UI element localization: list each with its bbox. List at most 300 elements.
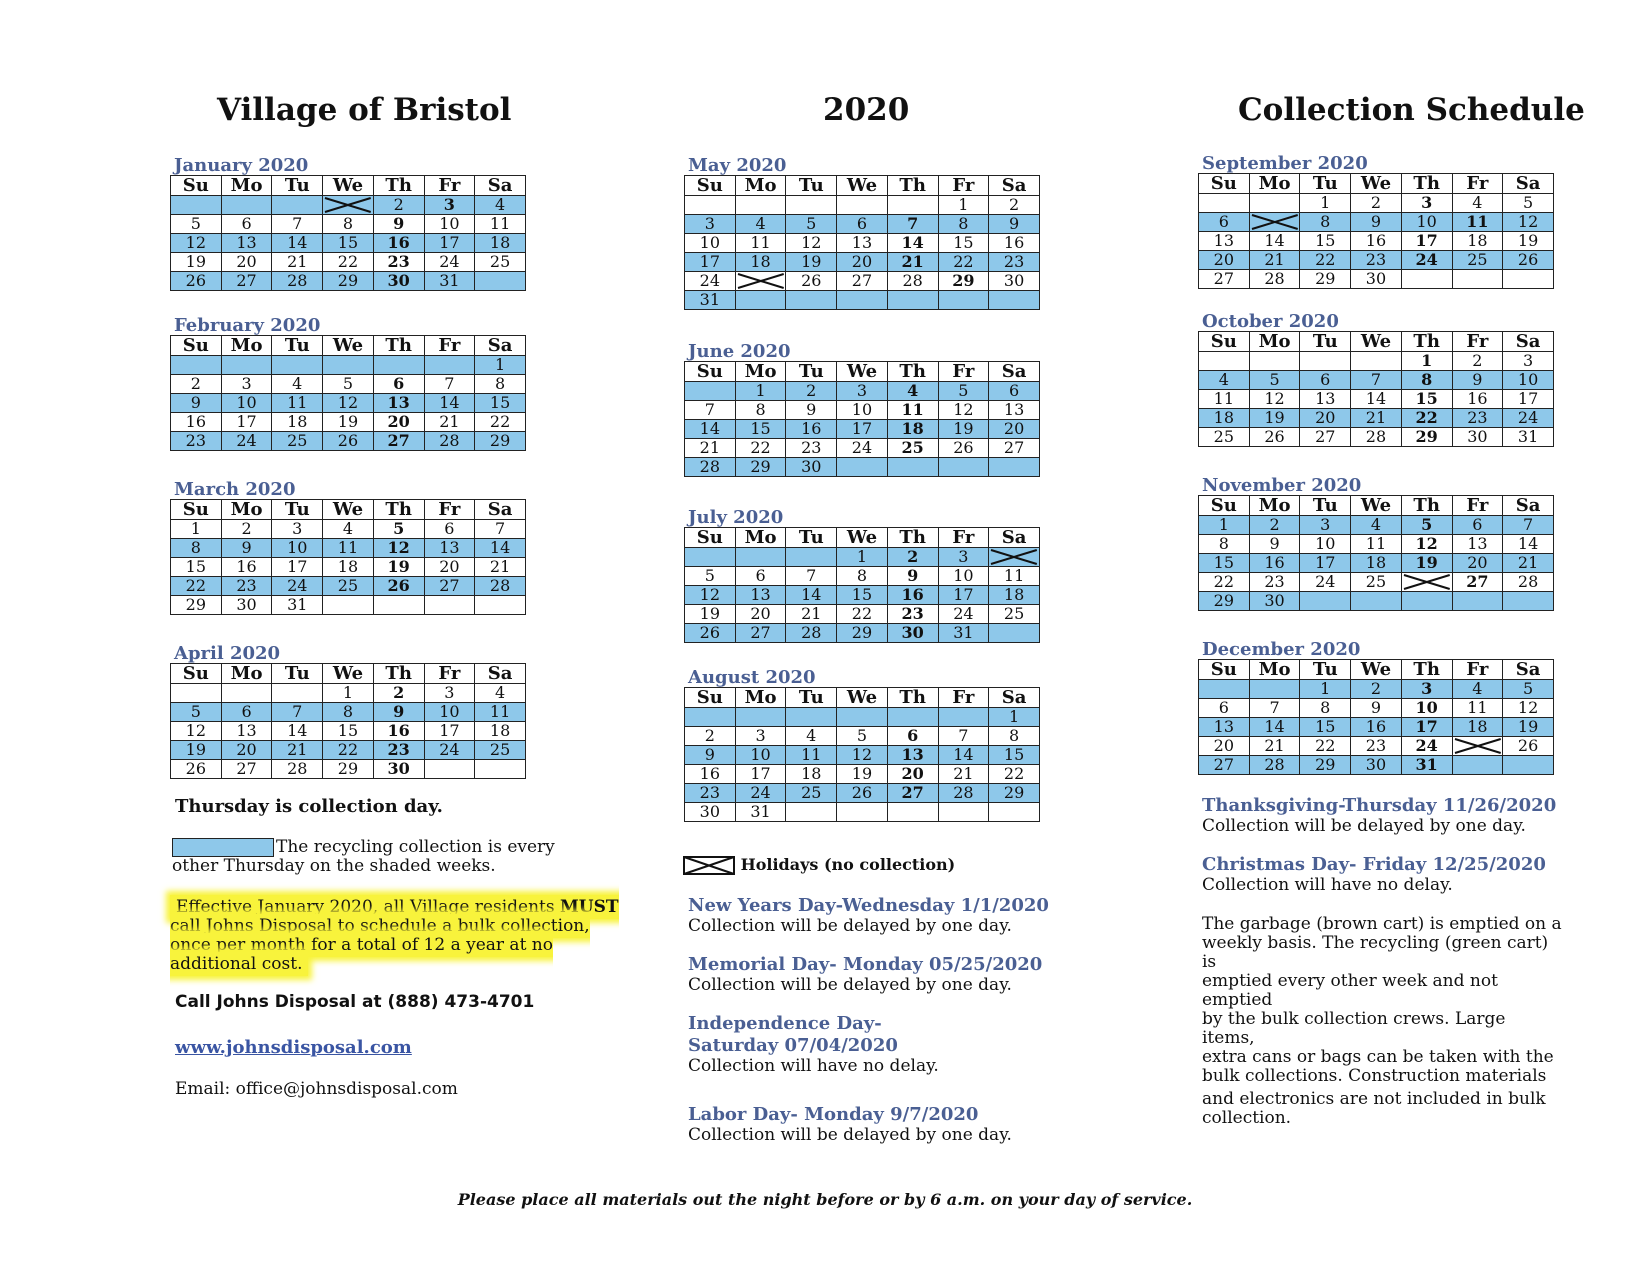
day-cell: 4	[1452, 680, 1503, 699]
day-cell: 25	[887, 439, 938, 458]
weekday-header: Th	[887, 688, 938, 708]
month-table	[684, 361, 1040, 477]
day-cell	[1199, 680, 1250, 699]
day-cell: 23	[221, 577, 272, 596]
day-cell	[1199, 352, 1250, 371]
week-row	[685, 746, 1040, 765]
weekday-header: Su	[685, 362, 736, 382]
day-cell: 24	[938, 605, 989, 624]
day-cell	[424, 596, 475, 615]
day-cell: 3	[938, 548, 989, 567]
week-row	[1199, 371, 1554, 390]
day-cell: 1	[837, 548, 888, 567]
day-cell: 7	[1249, 699, 1300, 718]
month-title: November 2020	[1202, 475, 1362, 496]
holiday-x-icon	[683, 856, 735, 875]
day-cell: 1	[1300, 194, 1351, 213]
day-cell: 21	[475, 558, 526, 577]
day-cell: 22	[1401, 409, 1452, 428]
weekday-header: Fr	[938, 176, 989, 196]
weekday-header: Su	[685, 528, 736, 548]
day-cell: 8	[1300, 699, 1351, 718]
day-cell	[735, 291, 786, 310]
weekday-header: Th	[887, 362, 938, 382]
holiday-x-icon	[989, 548, 1039, 566]
day-cell: 8	[938, 215, 989, 234]
day-cell: 9	[1452, 371, 1503, 390]
day-cell: 11	[1452, 213, 1503, 232]
weekday-header: Sa	[1503, 174, 1554, 194]
day-cell: 14	[887, 234, 938, 253]
day-cell: 10	[735, 746, 786, 765]
day-cell: 21	[272, 253, 323, 272]
day-cell: 5	[171, 215, 222, 234]
month-title: December 2020	[1202, 639, 1361, 660]
day-cell: 31	[685, 291, 736, 310]
week-row	[1199, 428, 1554, 447]
month-title: February 2020	[174, 315, 321, 336]
day-cell: 24	[272, 577, 323, 596]
holiday-text: Collection will be delayed by one day.	[688, 975, 1012, 995]
weekday-header: Fr	[1452, 174, 1503, 194]
weekday-header: We	[1351, 332, 1402, 352]
day-cell: 15	[1199, 554, 1250, 573]
day-cell: 18	[272, 413, 323, 432]
day-cell	[1503, 270, 1554, 289]
day-cell: 30	[989, 272, 1040, 291]
day-cell: 15	[1401, 390, 1452, 409]
day-cell: 25	[323, 577, 374, 596]
day-cell: 2	[221, 520, 272, 539]
week-row	[1199, 756, 1554, 775]
holiday-text: Collection will be delayed by one day.	[688, 1125, 1012, 1145]
day-cell: 19	[171, 253, 222, 272]
day-cell	[786, 708, 837, 727]
day-cell	[735, 548, 786, 567]
cart-info-line: The garbage (brown cart) is emptied on a	[1202, 914, 1562, 934]
day-cell: 3	[221, 375, 272, 394]
day-cell: 24	[1401, 251, 1452, 270]
week-row	[685, 439, 1040, 458]
day-cell: 3	[424, 684, 475, 703]
day-cell: 3	[272, 520, 323, 539]
month-table	[1198, 173, 1554, 289]
day-cell: 18	[1199, 409, 1250, 428]
day-cell: 6	[1199, 699, 1250, 718]
day-cell: 28	[1503, 573, 1554, 592]
holiday-x-icon	[1402, 573, 1452, 591]
day-cell: 4	[735, 215, 786, 234]
day-cell: 29	[735, 458, 786, 477]
week-row	[1199, 213, 1554, 232]
day-cell: 26	[171, 760, 222, 779]
day-cell: 5	[373, 520, 424, 539]
bulk-notice-highlight	[170, 895, 619, 976]
day-cell: 3	[1300, 516, 1351, 535]
header-right-title: Collection Schedule	[1238, 92, 1585, 128]
day-cell	[786, 196, 837, 215]
day-cell: 9	[1351, 213, 1402, 232]
weekday-header: Tu	[1300, 332, 1351, 352]
day-cell: 15	[938, 234, 989, 253]
day-cell: 28	[786, 624, 837, 643]
day-cell	[837, 196, 888, 215]
month-title: July 2020	[688, 507, 784, 528]
day-cell: 8	[735, 401, 786, 420]
day-cell: 29	[1199, 592, 1250, 611]
weekday-header: Mo	[735, 528, 786, 548]
day-cell: 1	[1199, 516, 1250, 535]
day-cell	[837, 803, 888, 822]
day-cell	[837, 708, 888, 727]
day-cell: 24	[221, 432, 272, 451]
day-cell: 11	[1199, 390, 1250, 409]
cart-info-line: collection.	[1202, 1108, 1292, 1128]
weekday-header: Mo	[221, 336, 272, 356]
day-cell	[685, 196, 736, 215]
bulk-must: MUST	[559, 897, 619, 917]
day-cell: 14	[1351, 390, 1402, 409]
day-cell: 19	[171, 741, 222, 760]
month-title: March 2020	[174, 479, 296, 500]
weekday-header: Su	[171, 664, 222, 684]
day-cell: 19	[323, 413, 374, 432]
day-cell: 13	[887, 746, 938, 765]
day-cell: 30	[1351, 756, 1402, 775]
day-cell: 19	[786, 253, 837, 272]
week-row	[1199, 535, 1554, 554]
day-cell	[475, 272, 526, 291]
week-row	[171, 558, 526, 577]
day-cell	[735, 196, 786, 215]
bulk-line2: call Johns Disposal to schedule a bulk collection,	[170, 916, 590, 936]
weekday-header: We	[837, 528, 888, 548]
day-cell: 30	[685, 803, 736, 822]
month-calendar	[1198, 154, 1554, 289]
day-cell: 22	[1300, 737, 1351, 756]
day-cell: 1	[938, 196, 989, 215]
weekday-header: Mo	[1249, 496, 1300, 516]
month-table	[170, 663, 526, 779]
day-cell: 9	[685, 746, 736, 765]
day-cell: 29	[938, 272, 989, 291]
day-cell	[171, 356, 222, 375]
day-cell: 2	[989, 196, 1040, 215]
day-cell	[1452, 756, 1503, 775]
day-cell: 20	[1300, 409, 1351, 428]
month-table	[684, 175, 1040, 310]
day-cell: 19	[938, 420, 989, 439]
day-cell: 11	[272, 394, 323, 413]
day-cell: 2	[1351, 194, 1402, 213]
day-cell: 26	[1503, 251, 1554, 270]
website-link[interactable]: www.johnsdisposal.com	[175, 1037, 412, 1058]
day-cell	[1199, 194, 1250, 213]
cart-info-line: and electronics are not included in bulk	[1202, 1089, 1546, 1109]
weekday-header: Fr	[424, 176, 475, 196]
day-cell: 12	[1249, 390, 1300, 409]
holiday-text: Collection will be delayed by one day.	[688, 916, 1012, 936]
week-row	[1199, 232, 1554, 251]
month-title: January 2020	[174, 155, 309, 176]
week-row	[171, 413, 526, 432]
day-cell: 25	[1351, 573, 1402, 592]
week-row	[1199, 409, 1554, 428]
day-cell	[1401, 592, 1452, 611]
week-row	[685, 253, 1040, 272]
day-cell: 14	[424, 394, 475, 413]
day-cell: 31	[735, 803, 786, 822]
day-cell: 6	[221, 703, 272, 722]
week-row	[171, 253, 526, 272]
week-row	[1199, 592, 1554, 611]
day-cell: 22	[171, 577, 222, 596]
day-cell: 15	[837, 586, 888, 605]
day-cell: 5	[171, 703, 222, 722]
weekday-header: We	[837, 176, 888, 196]
weekday-header: Th	[373, 336, 424, 356]
week-row	[685, 401, 1040, 420]
week-row	[171, 596, 526, 615]
day-cell: 1	[1300, 680, 1351, 699]
day-cell: 13	[1199, 718, 1250, 737]
day-cell	[989, 291, 1040, 310]
holiday-day-cell	[1401, 573, 1452, 592]
email-contact: Email: office@johnsdisposal.com	[175, 1079, 458, 1099]
day-cell: 25	[1452, 251, 1503, 270]
day-cell: 26	[938, 439, 989, 458]
day-cell: 31	[272, 596, 323, 615]
day-cell	[1249, 194, 1300, 213]
weekday-header: Th	[1401, 174, 1452, 194]
holiday-independence-day	[688, 1013, 939, 1076]
day-cell: 25	[475, 253, 526, 272]
holiday-text: Collection will have no delay.	[688, 1056, 939, 1076]
day-cell: 6	[989, 382, 1040, 401]
day-cell: 5	[685, 567, 736, 586]
week-row	[685, 420, 1040, 439]
day-cell: 25	[272, 432, 323, 451]
day-cell: 11	[475, 703, 526, 722]
day-cell: 26	[1503, 737, 1554, 756]
day-cell: 10	[424, 215, 475, 234]
weekday-header: Fr	[938, 362, 989, 382]
day-cell: 4	[1452, 194, 1503, 213]
day-cell: 9	[786, 401, 837, 420]
day-cell: 31	[938, 624, 989, 643]
day-cell: 18	[989, 586, 1040, 605]
day-cell: 16	[373, 234, 424, 253]
weekday-header: Fr	[1452, 332, 1503, 352]
weekday-header: We	[323, 664, 374, 684]
cart-info-line: bulk collections. Construction materials	[1202, 1066, 1547, 1086]
day-cell: 15	[475, 394, 526, 413]
cart-info-line: emptied every other week and not emptied	[1202, 971, 1498, 1010]
day-cell: 24	[685, 272, 736, 291]
day-cell: 14	[1249, 232, 1300, 251]
collection-day-note: Thursday is collection day.	[175, 796, 443, 817]
day-cell: 2	[1452, 352, 1503, 371]
week-row	[685, 765, 1040, 784]
day-cell: 20	[837, 253, 888, 272]
day-cell: 3	[685, 215, 736, 234]
day-cell: 8	[989, 727, 1040, 746]
weekday-header: Th	[1401, 660, 1452, 680]
call-johns-disposal: Call Johns Disposal at (888) 473-4701	[175, 992, 535, 1012]
weekday-header: Mo	[735, 362, 786, 382]
weekday-header: Su	[685, 176, 736, 196]
day-cell: 22	[735, 439, 786, 458]
holiday-legend	[683, 855, 955, 875]
header-year: 2020	[823, 92, 910, 128]
day-cell	[938, 458, 989, 477]
day-cell: 10	[1503, 371, 1554, 390]
day-cell: 2	[887, 548, 938, 567]
week-row	[171, 722, 526, 741]
weekday-header: Fr	[424, 336, 475, 356]
day-cell: 23	[1249, 573, 1300, 592]
day-cell: 26	[837, 784, 888, 803]
day-cell	[735, 708, 786, 727]
day-cell: 6	[837, 215, 888, 234]
day-cell	[685, 708, 736, 727]
day-cell: 8	[1199, 535, 1250, 554]
week-row	[685, 567, 1040, 586]
month-calendar	[170, 644, 526, 779]
month-title: August 2020	[688, 667, 816, 688]
day-cell: 16	[1351, 718, 1402, 737]
day-cell	[837, 458, 888, 477]
day-cell	[1503, 592, 1554, 611]
day-cell	[221, 356, 272, 375]
weekday-header: Tu	[272, 176, 323, 196]
month-title: April 2020	[174, 643, 281, 664]
day-cell: 9	[1249, 535, 1300, 554]
week-row	[685, 727, 1040, 746]
weekday-header: Sa	[989, 362, 1040, 382]
day-cell: 9	[373, 703, 424, 722]
bulk-collection-notice	[170, 898, 630, 974]
day-cell	[272, 196, 323, 215]
day-cell: 3	[837, 382, 888, 401]
day-cell: 11	[1452, 699, 1503, 718]
day-cell	[887, 291, 938, 310]
day-cell: 19	[373, 558, 424, 577]
day-cell: 24	[1401, 737, 1452, 756]
week-row	[685, 784, 1040, 803]
legend-text-line1: The recycling collection is every	[276, 837, 555, 857]
week-row	[171, 520, 526, 539]
day-cell: 22	[837, 605, 888, 624]
day-cell: 13	[424, 539, 475, 558]
day-cell: 26	[171, 272, 222, 291]
day-cell: 16	[786, 420, 837, 439]
day-cell	[475, 760, 526, 779]
week-row	[685, 803, 1040, 822]
weekday-header: We	[323, 500, 374, 520]
day-cell: 31	[1503, 428, 1554, 447]
day-cell: 3	[1401, 194, 1452, 213]
day-cell: 18	[475, 234, 526, 253]
week-row	[171, 234, 526, 253]
day-cell: 30	[1351, 270, 1402, 289]
day-cell: 27	[989, 439, 1040, 458]
weekday-header: We	[1351, 496, 1402, 516]
weekday-header: Tu	[786, 362, 837, 382]
day-cell	[171, 684, 222, 703]
day-cell: 5	[323, 375, 374, 394]
day-cell	[887, 458, 938, 477]
week-row	[685, 605, 1040, 624]
week-row	[1199, 737, 1554, 756]
weekday-header: Su	[1199, 496, 1250, 516]
day-cell: 27	[221, 760, 272, 779]
day-cell: 26	[373, 577, 424, 596]
week-row	[685, 548, 1040, 567]
day-cell: 20	[373, 413, 424, 432]
day-cell: 1	[989, 708, 1040, 727]
day-cell: 1	[323, 684, 374, 703]
weekday-header: Su	[1199, 332, 1250, 352]
weekday-header: Mo	[221, 500, 272, 520]
day-cell: 15	[1300, 718, 1351, 737]
day-cell: 22	[938, 253, 989, 272]
weekday-header: Tu	[786, 176, 837, 196]
day-cell: 18	[1351, 554, 1402, 573]
holiday-title: Christmas Day- Friday 12/25/2020	[1202, 854, 1546, 875]
day-cell: 10	[272, 539, 323, 558]
month-table	[1198, 495, 1554, 611]
holiday-title: Independence Day-	[688, 1013, 882, 1034]
day-cell: 9	[373, 215, 424, 234]
day-cell: 14	[475, 539, 526, 558]
month-table	[170, 335, 526, 451]
holiday-christmas	[1202, 854, 1546, 895]
day-cell: 13	[1300, 390, 1351, 409]
week-row	[685, 624, 1040, 643]
day-cell: 9	[989, 215, 1040, 234]
day-cell: 6	[1300, 371, 1351, 390]
week-row	[1199, 699, 1554, 718]
day-cell: 5	[1503, 194, 1554, 213]
day-cell: 25	[989, 605, 1040, 624]
day-cell: 30	[1452, 428, 1503, 447]
day-cell: 24	[1300, 573, 1351, 592]
weekday-header: Sa	[989, 528, 1040, 548]
day-cell: 23	[887, 605, 938, 624]
day-cell: 29	[475, 432, 526, 451]
weekday-header: Tu	[1300, 496, 1351, 516]
day-cell	[989, 458, 1040, 477]
day-cell: 15	[989, 746, 1040, 765]
day-cell: 10	[1401, 699, 1452, 718]
day-cell: 17	[735, 765, 786, 784]
day-cell: 13	[989, 401, 1040, 420]
month-table	[170, 499, 526, 615]
weekday-header: Tu	[272, 336, 323, 356]
day-cell: 29	[1401, 428, 1452, 447]
weekday-header: Tu	[272, 500, 323, 520]
day-cell: 24	[424, 253, 475, 272]
bulk-line4: additional cost.	[170, 954, 303, 974]
day-cell: 2	[1249, 516, 1300, 535]
week-row	[171, 760, 526, 779]
day-cell: 7	[1351, 371, 1402, 390]
weekday-header: Mo	[735, 176, 786, 196]
cart-info-paragraph	[1202, 915, 1562, 1128]
recycling-legend	[172, 838, 592, 876]
day-cell: 27	[1452, 573, 1503, 592]
